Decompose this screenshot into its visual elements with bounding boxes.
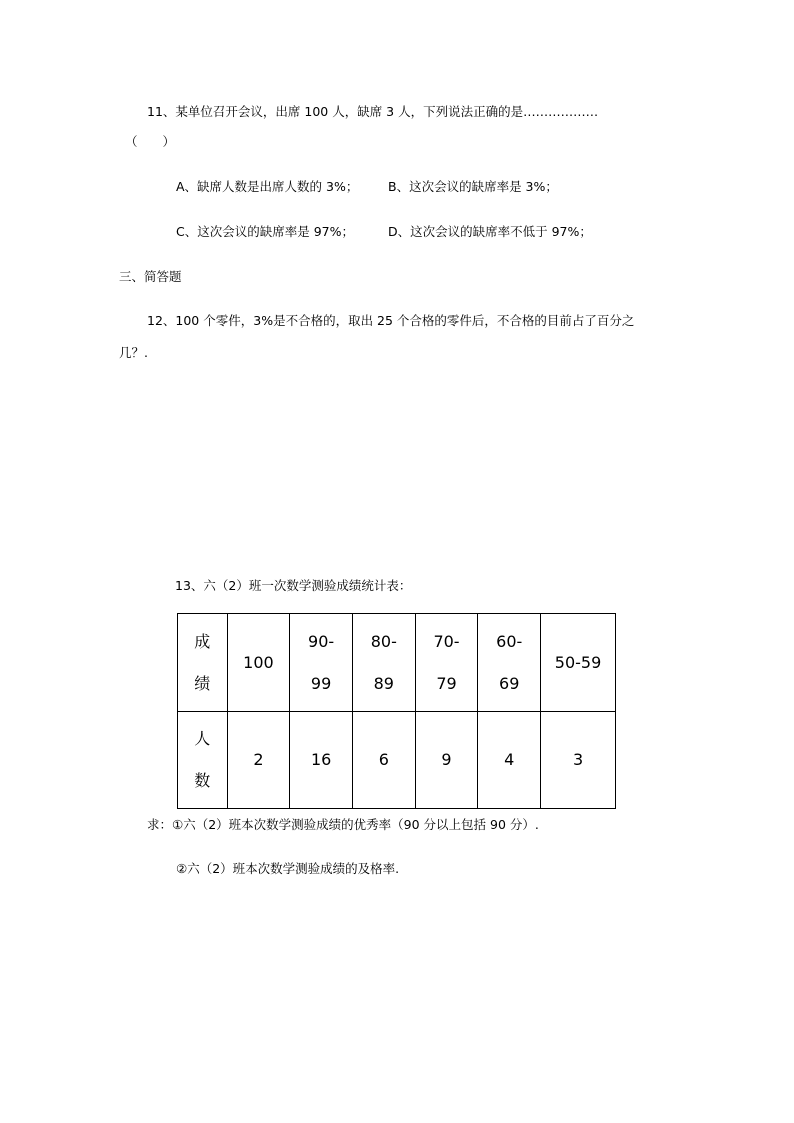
question-13-ask-2: ②六（2）班本次数学测验成绩的及格率.	[176, 861, 400, 876]
table-row-counts	[178, 712, 616, 809]
answer-parentheses: （ ）	[125, 134, 176, 149]
option-b: B、这次会议的缺席率是 3%；	[388, 179, 558, 194]
table-column-50-59: 50-59	[541, 614, 616, 712]
table-count-60-69: 4	[478, 712, 541, 809]
table-header-count-label: 人数	[178, 712, 228, 809]
table-column-80-89: 80-89	[352, 614, 415, 712]
option-a: A、缺席人数是出席人数的 3%；	[176, 179, 359, 194]
option-d: D、这次会议的缺席率不低于 97%；	[388, 224, 592, 239]
score-statistics-table	[177, 613, 616, 809]
table-column-60-69: 60-69	[478, 614, 541, 712]
question-12-line-2: 几？.	[119, 345, 148, 360]
table-count-80-89: 6	[352, 712, 415, 809]
table-header-score-label: 成绩	[178, 614, 228, 712]
question-13-title: 13、六（2）班一次数学测验成绩统计表：	[175, 578, 412, 593]
table-column-70-79: 70-79	[415, 614, 478, 712]
table-count-100: 2	[227, 712, 290, 809]
table-count-90-99: 16	[290, 712, 353, 809]
question-12-line-1: 12、100 个零件，3%是不合格的，取出 25 个合格的零件后，不合格的目前占了百分之	[147, 313, 635, 328]
question-13-ask-1: 求：①六（2）班本次数学测验成绩的优秀率（90 分以上包括 90 分）.	[147, 817, 539, 832]
question-11-stem: 11、某单位召开会议，出席 100 人，缺席 3 人，下列说法正确的是………………	[147, 104, 599, 119]
table-column-100: 100	[227, 614, 290, 712]
table-count-50-59: 3	[541, 712, 616, 809]
table-column-90-99: 90-99	[290, 614, 353, 712]
table-count-70-79: 9	[415, 712, 478, 809]
table-row-scores	[178, 614, 616, 712]
option-c: C、这次会议的缺席率是 97%；	[176, 224, 354, 239]
section-3-heading: 三、简答题	[119, 269, 182, 284]
